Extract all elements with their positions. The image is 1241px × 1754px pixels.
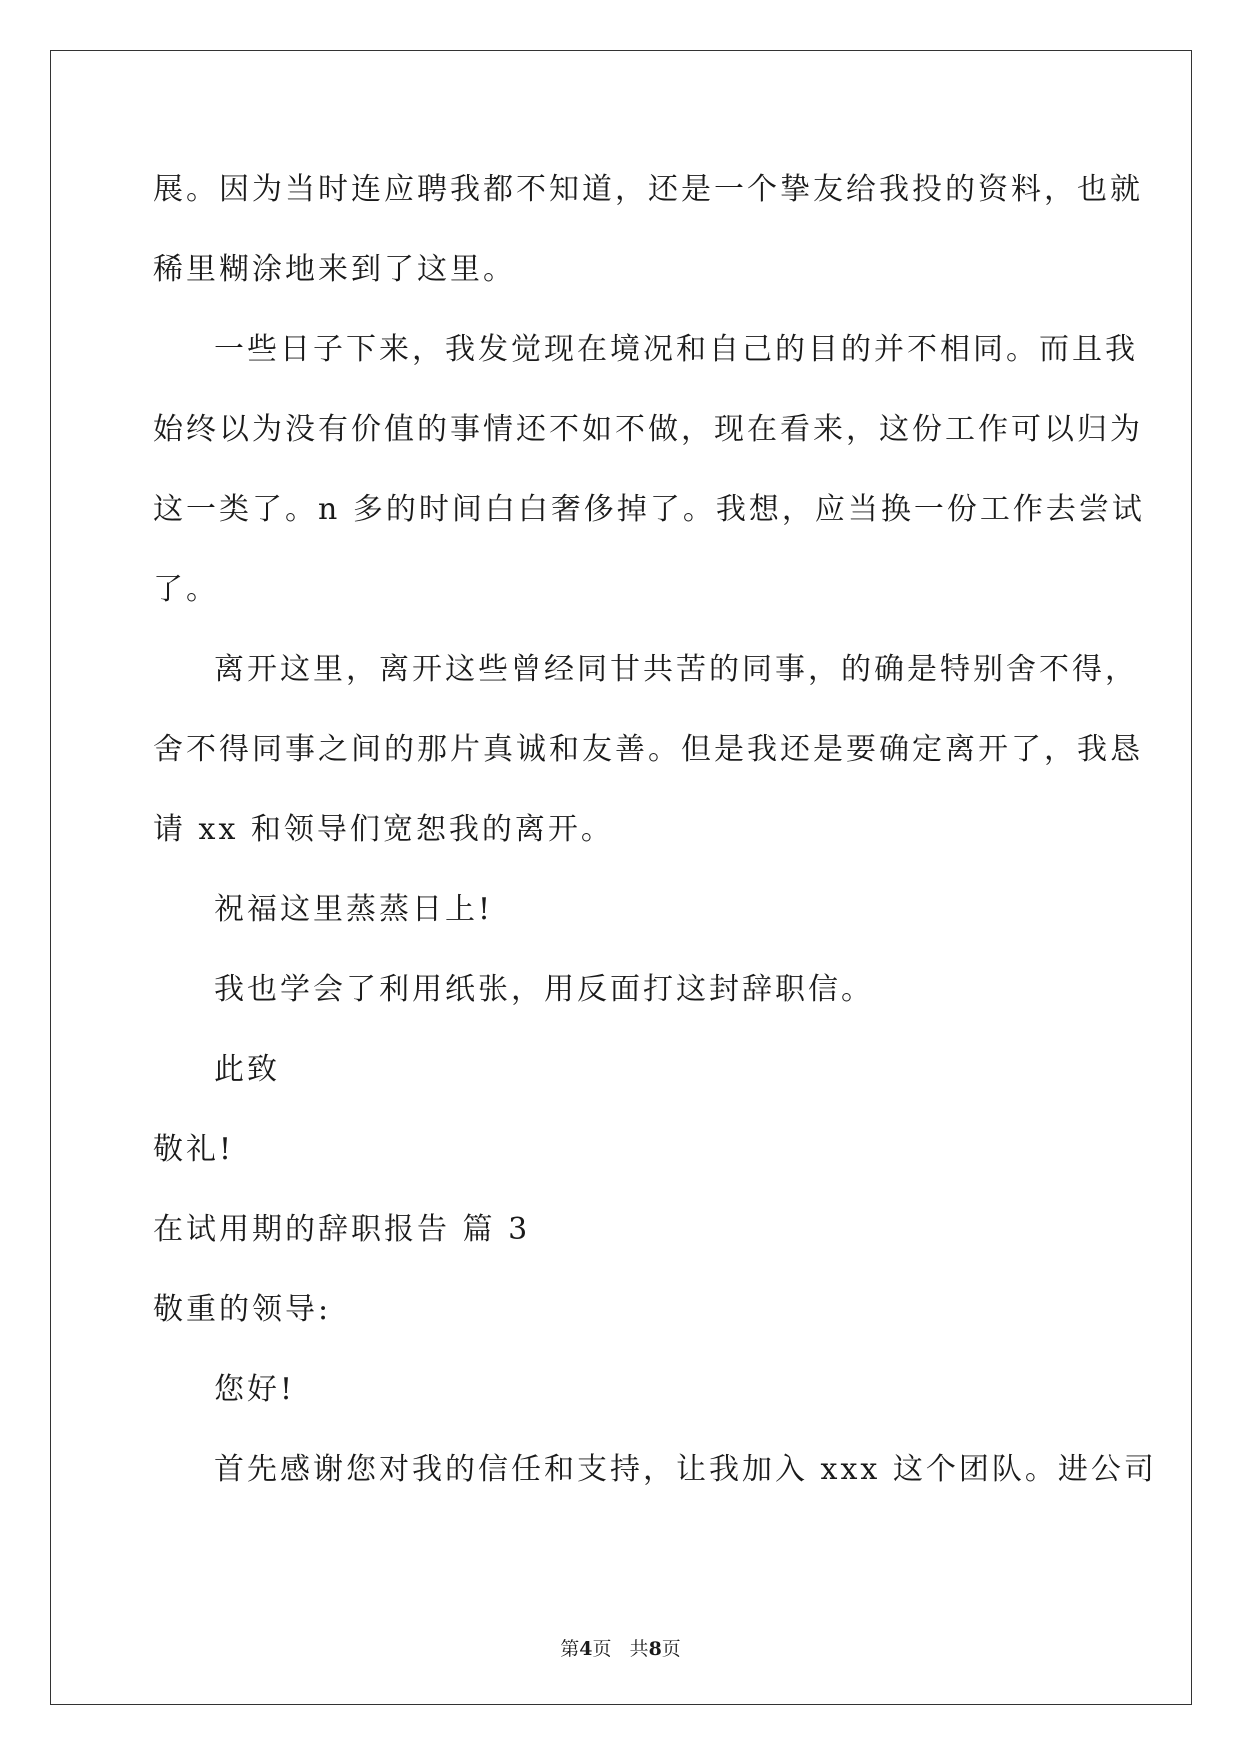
footer-suffix: 页 [661,1638,681,1660]
greeting-addressee: 敬重的领导: [153,1292,332,1327]
text-line: 舍不得同事之间的那片真诚和友善。但是我还是要确定离开了，我恳 [153,732,1143,767]
greeting: 您好! [214,1372,296,1407]
paragraph-start: 祝福这里蒸蒸日上! [214,892,494,927]
text-line: 始终以为没有价值的事情还不如不做，现在看来，这份工作可以归为 [153,412,1143,447]
text-line: 稀里糊涂地来到了这里。 [153,252,516,287]
page-footer [0,1634,1241,1661]
text-line: 展。因为当时连应聘我都不知道，还是一个挚友给我投的资料，也就 [153,172,1143,207]
paragraph-start: 首先感谢您对我的信任和支持，让我加入 xxx 这个团队。进公司 [214,1452,1157,1487]
text-line: 这一类了。n 多的时间白白奢侈掉了。我想，应当换一份工作去尝试 [153,492,1145,527]
text-line: 请 xx 和领导们宽恕我的离开。 [153,812,614,847]
footer-total-pages: 8 [648,1638,662,1660]
closing-salutation: 此致 [214,1052,280,1087]
paragraph-start: 离开这里，离开这些曾经同甘共苦的同事，的确是特别舍不得， [214,652,1138,687]
text-line: 了。 [153,572,219,607]
footer-current-page: 4 [579,1638,593,1660]
section-title: 在试用期的辞职报告 篇 3 [153,1212,531,1247]
footer-middle: 页 共 [592,1638,649,1660]
closing-regards: 敬礼! [153,1132,235,1167]
paragraph-start: 我也学会了利用纸张，用反面打这封辞职信。 [214,972,874,1007]
paragraph-start: 一些日子下来，我发觉现在境况和自己的目的并不相同。而且我 [214,332,1138,367]
footer-prefix: 第 [560,1638,580,1660]
